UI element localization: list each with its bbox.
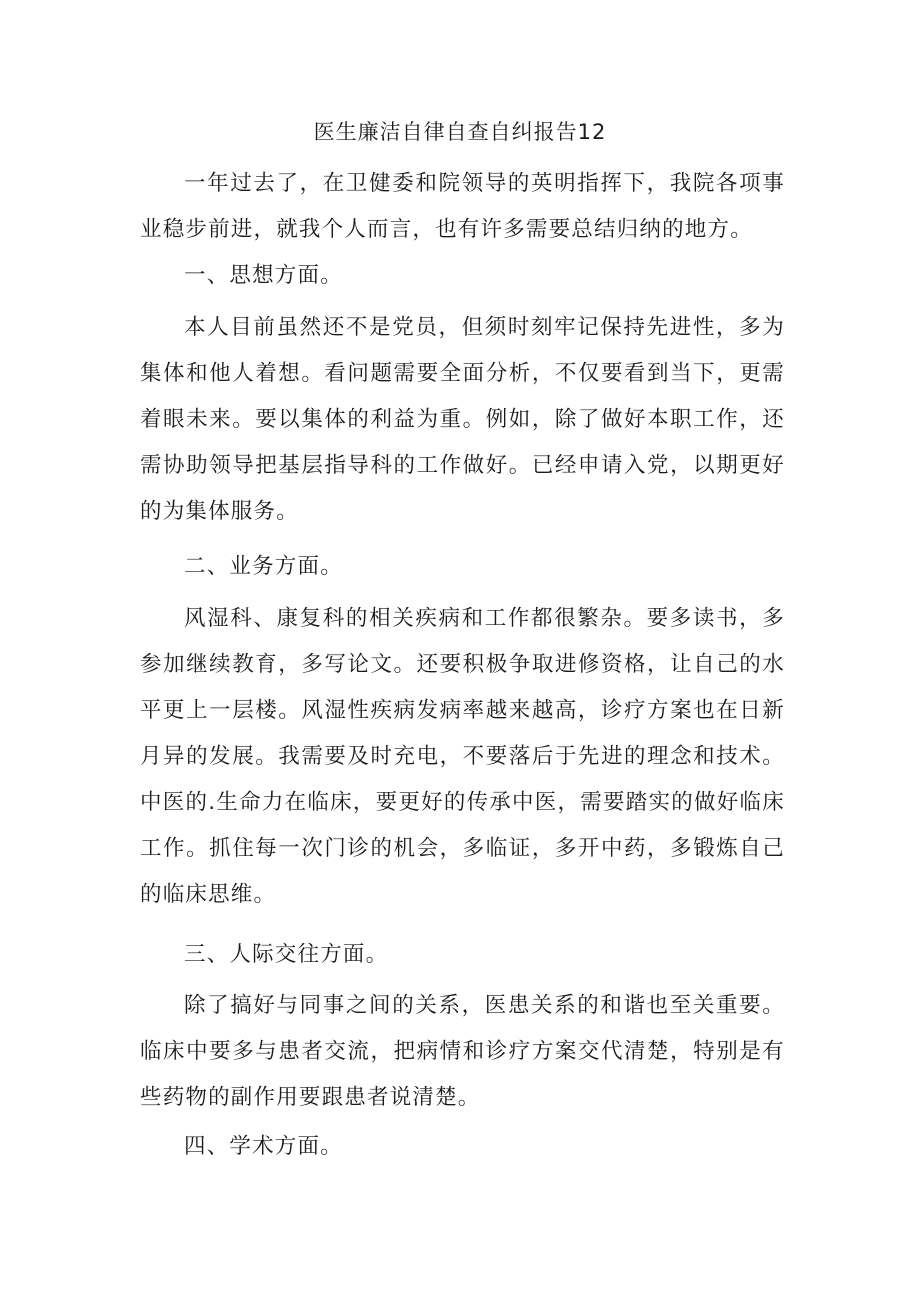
section-heading-relations: 三、人际交往方面。 [184,942,389,967]
paragraph-intro: 一年过去了，在卫健委和院领导的英明指挥下，我院各项事业稳步前进，就我个人而言，也有许多需要总结归纳的地方。 [140,171,785,242]
document-title: 医生廉洁自律自查自纠报告12 [313,120,607,144]
section-heading-academic: 四、学术方面。 [184,1134,343,1159]
paragraph-thought: 本人目前虽然还不是党员，但须时刻牢记保持先进性，多为集体和他人着想。看问题需要全面分析，不仅要看到当下，更需着眼未来。要以集体的利益为重。例如，除了做好本职工作，还需协助领导把基层指导科的工作做好。已经申请入党，以期更好的为集体服务。 [140,315,785,524]
section-heading-thought: 一、思想方面。 [184,263,343,288]
paragraph-business: 风湿科、康复科的相关疾病和工作都很繁杂。要多读书，多参加继续教育，多写论文。还要积极争取进修资格，让自己的水平更上一层楼。风湿性疾病发病率越来越高，诊疗方案也在日新月异的发展。我需要及时充电，不要落后于先进的理念和技术。中医的.生命力在临床，要更好的传承中医，需要踏实的做好临床工作。抓住每一次门诊的机会，多临证，多开中药，多锻炼自己的临床思维。 [140,606,785,907]
paragraph-relations: 除了搞好与同事之间的关系，医患关系的和谐也至关重要。临床中要多与患者交流，把病情和诊疗方案交代清楚，特别是有些药物的副作用要跟患者说清楚。 [140,993,785,1110]
section-heading-business: 二、业务方面。 [184,554,343,579]
